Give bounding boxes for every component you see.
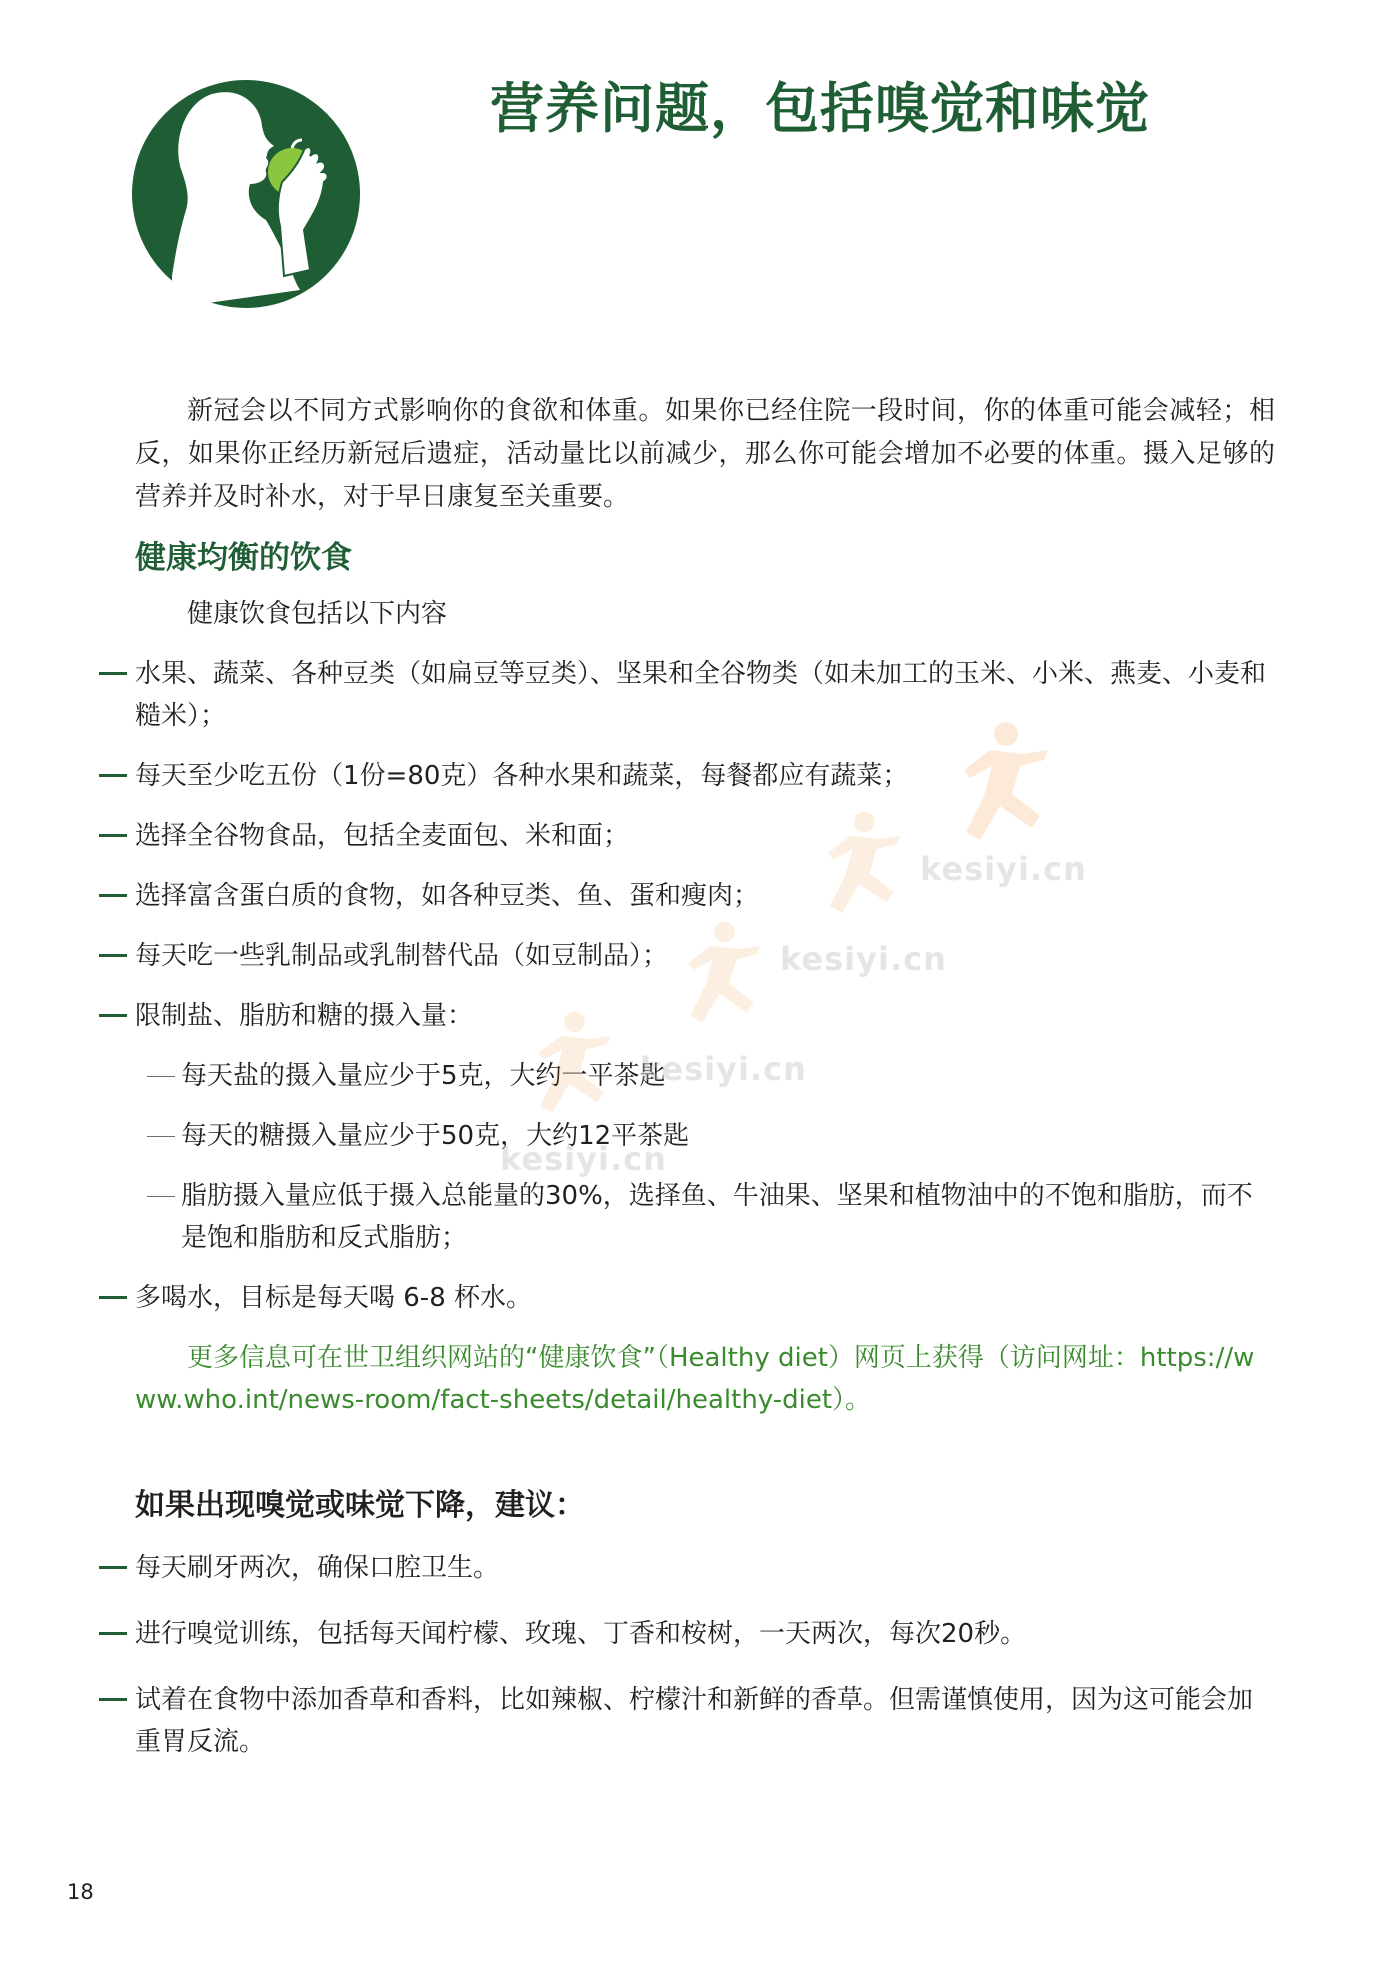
list-item: 选择全谷物食品，包括全麦面包、米和面； xyxy=(135,815,1275,857)
sub-dash-bullet xyxy=(147,1196,175,1197)
list-item: 多喝水，目标是每天喝 6-8 杯水。 xyxy=(135,1277,1275,1319)
smell-heading: 如果出现嗅觉或味觉下降，建议： xyxy=(135,1488,585,1523)
smell-list xyxy=(135,1547,1275,1763)
dash-bullet xyxy=(99,774,127,777)
dash-bullet xyxy=(99,834,127,837)
diet-list xyxy=(135,653,1275,1319)
person-eating-apple-icon xyxy=(132,80,360,308)
list-item: 进行嗅觉训练，包括每天闻柠檬、玫瑰、丁香和桉树，一天两次，每次20秒。 xyxy=(135,1613,1275,1655)
sub-list-item: 每天的糖摄入量应少于50克，大约12平茶匙 xyxy=(181,1115,1275,1157)
intro-paragraph: 新冠会以不同方式影响你的食欲和体重。如果你已经住院一段时间，你的体重可能会减轻；相反，如果你正经历新冠后遗症，活动量比以前减少，那么你可能会增加不必要的体重。摄入足够的营养并及时补水，对于早日康复至关重要。 xyxy=(135,396,1275,512)
dash-bullet xyxy=(99,1014,127,1017)
list-item: 水果、蔬菜、各种豆类（如扁豆等豆类）、坚果和全谷物类（如未加工的玉米、小米、燕麦、小麦和糙米）； xyxy=(135,653,1275,737)
diet-lead: 健康饮食包括以下内容 xyxy=(187,599,448,629)
page-title: 营养问题，包括嗅觉和味觉 xyxy=(490,77,1150,140)
more-info-link[interactable]: 更多信息可在世卫组织网站的“健康饮食”（Healthy diet）网页上获得（访问网址：https://www.who.int/news-room/fact-sheets/detail/healthy-diet）。 xyxy=(135,1343,1255,1415)
dash-bullet xyxy=(99,954,127,957)
main-content xyxy=(135,390,1275,1763)
watermark-text: kesiyi.cn xyxy=(780,940,947,978)
list-item: 选择富含蛋白质的食物，如各种豆类、鱼、蛋和瘦肉； xyxy=(135,875,1275,917)
diet-heading: 健康均衡的饮食 xyxy=(135,540,352,576)
list-item: 试着在食物中添加香草和香料，比如辣椒、柠檬汁和新鲜的香草。但需谨慎使用，因为这可能会加重胃反流。 xyxy=(135,1679,1275,1763)
list-item: 限制盐、脂肪和糖的摄入量： 每天盐的摄入量应少于5克，大约一平茶匙 每天的糖摄入量应少于50克，大约12平茶匙 脂肪摄入量应低于摄入总能量的30%，选择鱼、牛油果、坚果和植物油中的不饱和脂肪，而不是饱和脂肪和反式脂肪； xyxy=(135,995,1275,1259)
dash-bullet xyxy=(99,1566,127,1569)
watermark-text: kesiyi.cn xyxy=(920,850,1087,888)
dash-bullet xyxy=(99,1632,127,1635)
dash-bullet xyxy=(99,1296,127,1299)
sub-list-item: 每天盐的摄入量应少于5克，大约一平茶匙 xyxy=(181,1055,1275,1097)
dash-bullet xyxy=(99,1698,127,1701)
watermark-text: kesiyi.cn xyxy=(640,1050,807,1088)
limit-sub-list xyxy=(135,1055,1275,1259)
smell-section xyxy=(135,1483,1275,1763)
dash-bullet xyxy=(99,672,127,675)
sub-dash-bullet xyxy=(147,1076,175,1077)
sub-dash-bullet xyxy=(147,1136,175,1137)
dash-bullet xyxy=(99,894,127,897)
list-item: 每天刷牙两次，确保口腔卫生。 xyxy=(135,1547,1275,1589)
watermark-text: kesiyi.cn xyxy=(500,1140,667,1178)
list-item: 每天至少吃五份（1份=80克）各种水果和蔬菜，每餐都应有蔬菜； xyxy=(135,755,1275,797)
sub-list-item: 脂肪摄入量应低于摄入总能量的30%，选择鱼、牛油果、坚果和植物油中的不饱和脂肪，而不是饱和脂肪和反式脂肪； xyxy=(181,1175,1275,1259)
page-number: 18 xyxy=(67,1880,94,1904)
list-item: 每天吃一些乳制品或乳制替代品（如豆制品）； xyxy=(135,935,1275,977)
